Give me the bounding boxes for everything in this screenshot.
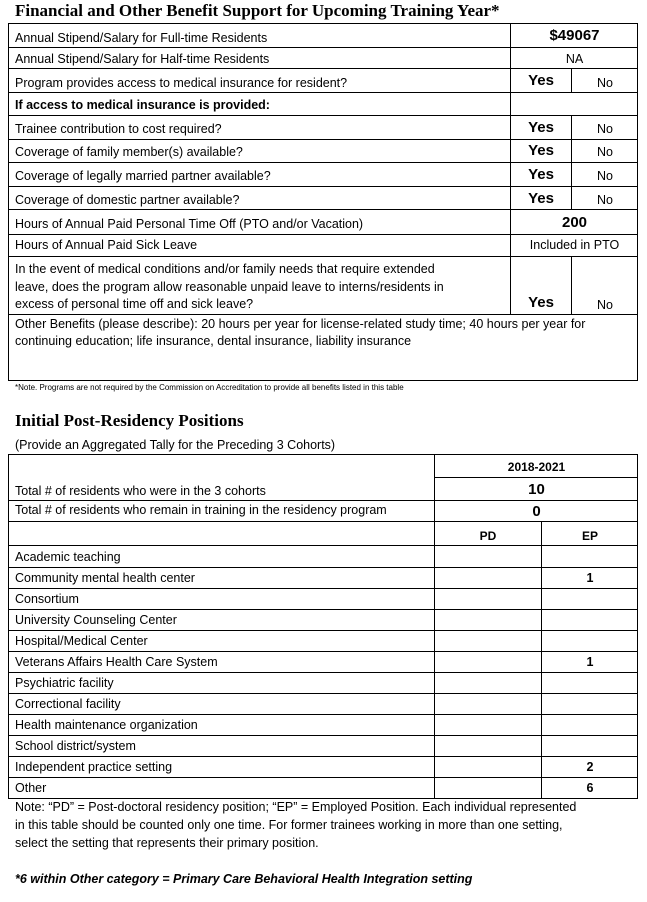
- insurance-no: No: [597, 76, 613, 90]
- leave-line-1: In the event of medical conditions and/or family needs that require extended: [15, 262, 435, 276]
- domestic-no: No: [597, 193, 613, 207]
- row-ep-other: 6: [586, 781, 594, 795]
- row-ep-independent-practice: 2: [586, 760, 594, 774]
- half-time-value: NA: [565, 52, 584, 66]
- row-label-correctional-facility: Correctional facility: [15, 697, 121, 711]
- family-label: Coverage of family member(s) available?: [15, 145, 243, 159]
- contribution-yes: Yes: [528, 119, 554, 136]
- leave-line-3: excess of personal time off and sick leave?: [15, 297, 254, 311]
- remain-label: Total # of residents who remain in training in the residency program: [15, 503, 387, 517]
- contribution-label: Trainee contribution to cost required?: [15, 122, 222, 136]
- row-label-university-counseling: University Counseling Center: [15, 613, 177, 627]
- years-header: 2018-2021: [507, 460, 566, 474]
- total-label: Total # of residents who were in the 3 cohorts: [15, 484, 266, 498]
- row-label-hospital-medical: Hospital/Medical Center: [15, 634, 148, 648]
- pto-label: Hours of Annual Paid Personal Time Off (PTO and/or Vacation): [15, 217, 364, 231]
- row-label-veterans-affairs: Veterans Affairs Health Care System: [15, 655, 218, 669]
- benefits-note: *Note. Programs are not required by the Commission on Accreditation to provide all benefits listed in this table: [15, 383, 404, 392]
- positions-title: Initial Post-Residency Positions: [15, 411, 244, 430]
- row-label-academic-teaching: Academic teaching: [15, 550, 121, 564]
- positions-subtitle: (Provide an Aggregated Tally for the Preceding 3 Cohorts): [15, 438, 336, 452]
- total-value: 10: [528, 481, 545, 498]
- row-label-health-maintenance: Health maintenance organization: [15, 718, 198, 732]
- positions-note-line-3: select the setting that represents their primary position.: [15, 836, 319, 850]
- leave-line-2: leave, does the program allow reasonable unpaid leave to interns/residents in: [15, 280, 444, 294]
- family-no: No: [597, 145, 613, 159]
- married-label: Coverage of legally married partner available?: [15, 169, 271, 183]
- domestic-yes: Yes: [528, 190, 554, 207]
- sick-value: Included in PTO: [529, 238, 620, 252]
- insurance-label: Program provides access to medical insurance for resident?: [15, 76, 348, 90]
- row-label-independent-practice: Independent practice setting: [15, 760, 173, 774]
- family-yes: Yes: [528, 142, 554, 159]
- positions-note-line-1: Note: “PD” = Post-doctoral residency position; “EP” = Employed Position. Each individual represented: [15, 800, 577, 814]
- insurance-yes: Yes: [528, 72, 554, 89]
- row-label-other: Other: [15, 781, 47, 795]
- row-label-community-mental-health: Community mental health center: [15, 571, 195, 585]
- row-ep-veterans-affairs: 1: [586, 655, 594, 669]
- full-time-label: Annual Stipend/Salary for Full-time Residents: [15, 31, 268, 45]
- other-category-footnote: *6 within Other category = Primary Care Behavioral Health Integration setting: [15, 872, 473, 886]
- pto-value: 200: [561, 214, 588, 231]
- domestic-label: Coverage of domestic partner available?: [15, 193, 240, 207]
- contribution-no: No: [597, 122, 613, 136]
- row-ep-community-mental-health: 1: [586, 571, 594, 585]
- row-label-psychiatric-facility: Psychiatric facility: [15, 676, 114, 690]
- full-time-value: $49067: [549, 27, 600, 44]
- remain-value: 0: [532, 503, 541, 520]
- benefits-title: Financial and Other Benefit Support for Upcoming Training Year*: [15, 1, 500, 20]
- married-no: No: [597, 169, 613, 183]
- sick-label: Hours of Annual Paid Sick Leave: [15, 238, 198, 252]
- married-yes: Yes: [528, 166, 554, 183]
- other-benefits-line-1: Other Benefits (please describe): 20 hours per year for license-related study time; 40 hours per year for: [15, 317, 586, 331]
- col-pd-header: PD: [479, 529, 497, 543]
- other-benefits-line-2: continuing education; life insurance, dental insurance, liability insurance: [15, 334, 412, 348]
- row-label-consortium: Consortium: [15, 592, 79, 606]
- half-time-label: Annual Stipend/Salary for Half-time Residents: [15, 52, 270, 66]
- positions-note-line-2: in this table should be counted only one time. For former trainees working in more than one setting,: [15, 818, 563, 832]
- col-ep-header: EP: [581, 529, 598, 543]
- leave-yes: Yes: [528, 294, 554, 311]
- leave-no: No: [597, 298, 613, 312]
- if-access-label: If access to medical insurance is provided:: [15, 98, 270, 112]
- row-label-school-district: School district/system: [15, 739, 136, 753]
